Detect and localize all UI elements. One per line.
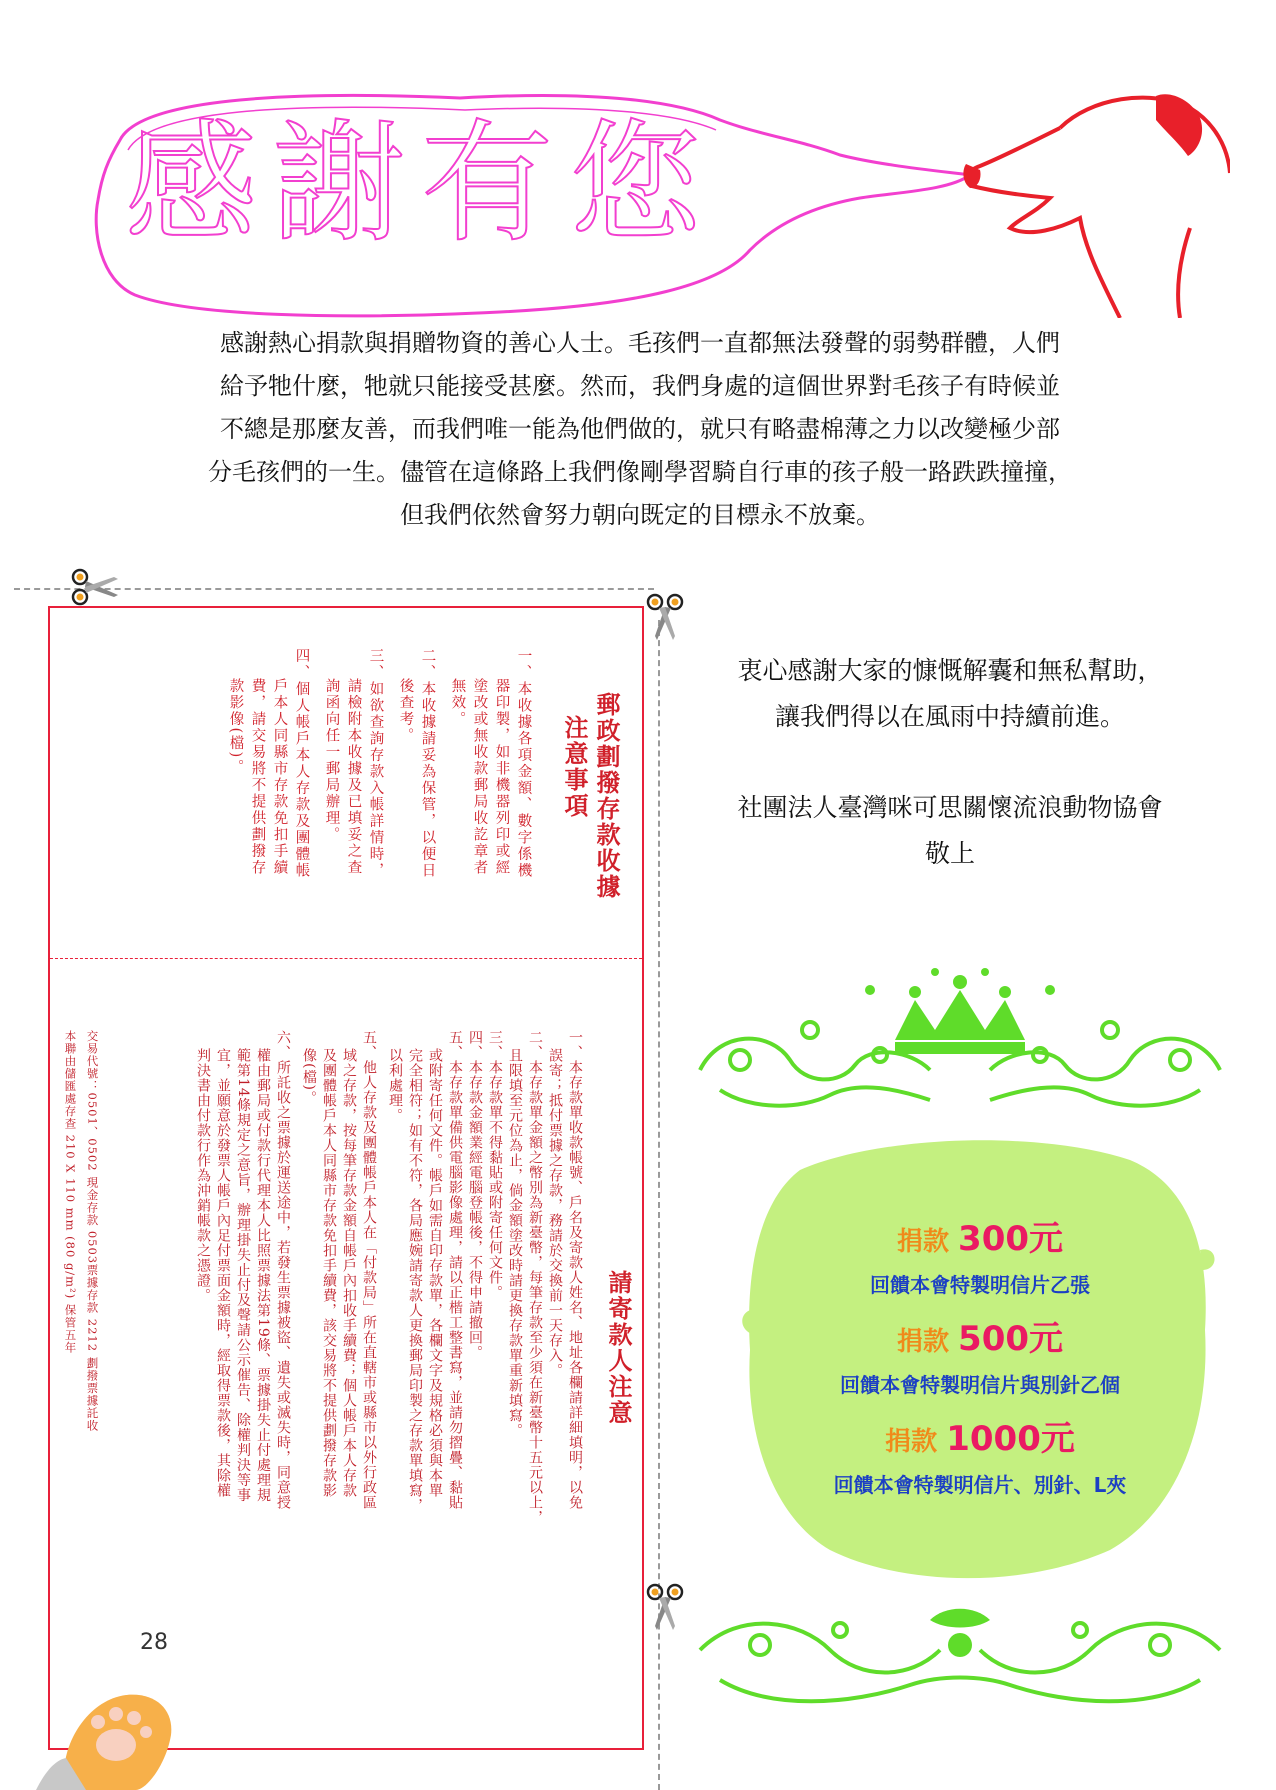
receipt-note: 後查考。 bbox=[397, 678, 414, 744]
receipt-note: 無效。 bbox=[449, 678, 466, 728]
depositor-note: 判決書由付款行作為沖銷帳款之憑證。 bbox=[195, 1048, 211, 1303]
receipt-note: 三、如欲查詢存款入帳詳情時， bbox=[367, 648, 384, 879]
tier-reward: 回饋本會特製明信片、別針、L夾 bbox=[833, 1473, 1127, 1497]
thanks-message bbox=[680, 648, 1220, 740]
depositor-note: 四、本存款金額業經電腦登帳後，不得申請撤回。 bbox=[467, 1030, 483, 1360]
depositor-note: 完全相符；如有不符，各局應婉請寄款人更換郵局印製之存款單填寫， bbox=[407, 1048, 423, 1513]
tier-amount bbox=[760, 1320, 1200, 1361]
scissors-icon bbox=[643, 592, 687, 642]
receipt-subheading: 注意事項 bbox=[560, 715, 588, 819]
depositor-note: 三、本存款單不得黏貼或附寄任何文件。 bbox=[487, 1030, 503, 1300]
tier-value: 300元 bbox=[958, 1219, 1064, 1259]
receipt-note: 二、本收據請妥為保管，以便日 bbox=[419, 648, 436, 879]
tier-label: 捐款 bbox=[896, 1227, 949, 1257]
depositor-note: 像(檔)。 bbox=[301, 1048, 317, 1106]
depositor-note: 五、他人存款及團體帳戶本人在「付款局」所在直轄市或縣市以外行政區 bbox=[361, 1030, 377, 1510]
receipt-note: 四、個人帳戶本人存款及團體帳 bbox=[293, 648, 310, 879]
depositor-note: 且限填至元位為止，倘金額塗改時請更換存款單重新填寫。 bbox=[507, 1048, 523, 1438]
tier-value: 500元 bbox=[958, 1319, 1064, 1359]
closing: 敬上 bbox=[924, 839, 975, 868]
tier-value: 1000元 bbox=[946, 1419, 1075, 1459]
thanks-line: 讓我們得以在風雨中持續前進。 bbox=[774, 702, 1125, 731]
receipt-note: 塗改或無收款郵局收訖章者 bbox=[471, 678, 488, 876]
depositor-note: 及團體帳戶本人同縣市存款免扣手續費，該交易將不提供劃撥存款影 bbox=[321, 1048, 337, 1498]
depositor-note: 誤寄；抵付票據之存款，務請於交換前一天存入。 bbox=[547, 1048, 563, 1378]
depositor-heading: 請寄款人注意 bbox=[604, 1270, 632, 1426]
cat-paw-icon bbox=[26, 1640, 176, 1790]
depositor-note: 域之存款，按每筆存款金額自帳戶內扣收手續費；個人帳戶本人存款 bbox=[341, 1048, 357, 1498]
donation-tiers bbox=[760, 1220, 1200, 1520]
form-footer-codes: 交易代號：0501、0502 現金存款 0503票據存款 2212 劃撥票據託收 bbox=[85, 1030, 100, 1432]
floral-ornament-icon bbox=[680, 1590, 1240, 1720]
receipt-note: 款影像(檔)。 bbox=[227, 678, 244, 776]
intro-line: 但我們依然會努力朝向既定的目標永不放棄。 bbox=[400, 501, 880, 529]
receipt-heading: 郵政劃撥存款收據 bbox=[592, 692, 620, 900]
depositor-note: 範第14條規定之意旨，辦理掛失止付及聲請公示催告、除權判決等事 bbox=[235, 1048, 251, 1503]
organization-signature bbox=[680, 785, 1220, 877]
receipt-note: 請檢附本收據及已填妥之查 bbox=[345, 678, 362, 876]
page-number: 28 bbox=[140, 1630, 168, 1655]
depositor-note: 以利處理。 bbox=[387, 1048, 403, 1123]
tier-amount bbox=[760, 1220, 1200, 1261]
depositor-note: 二、本存款單金額之幣別為新臺幣，每筆存款至少須在新臺幣十五元以上， bbox=[527, 1030, 543, 1525]
intro-line: 分毛孩們的一生。儘管在這條路上我們像剛學習騎自行車的孩子般一路跌跌撞撞， bbox=[208, 458, 1072, 486]
tier-amount bbox=[760, 1420, 1200, 1461]
form-footer-spec: 本聯由儲匯處存查 210 X 110 mm (80 g/m²) 保管五年 bbox=[63, 1030, 78, 1354]
receipt-note: 器印製，如非機器列印或經 bbox=[493, 678, 510, 876]
depositor-note: 宜，並願意於發票人帳戶內足付票面金額時，經取得票款後，其除權 bbox=[215, 1048, 231, 1498]
tier-label: 捐款 bbox=[885, 1427, 938, 1457]
depositor-note: 五、本存款單備供電腦影像處理，請以正楷工整書寫，並請勿摺疊、黏貼 bbox=[447, 1030, 463, 1510]
intro-line: 給予牠什麼，牠就只能接受甚麼。然而，我們身處的這個世界對毛孩子有時候並 bbox=[220, 372, 1060, 400]
scissors-icon bbox=[70, 565, 120, 609]
intro-line: 感謝熱心捐款與捐贈物資的善心人士。毛孩們一直都無法發聲的弱勢群體，人們 bbox=[220, 329, 1060, 357]
depositor-note: 權由郵局或付款行代理本人比照票據法第19條、票據掛失止付處理規 bbox=[255, 1048, 271, 1503]
crown-ornament-icon bbox=[680, 960, 1240, 1130]
depositor-note: 六、所託收之票據於運送途中，若發生票據被盜、遺失或滅失時，同意授 bbox=[275, 1030, 291, 1510]
depositor-note: 一、本存款單收款帳號、戶名及寄款人姓名、地址各欄請詳細填明，以免 bbox=[567, 1030, 583, 1510]
tier-label: 捐款 bbox=[896, 1327, 949, 1357]
intro-paragraph bbox=[120, 322, 1160, 537]
form-divider bbox=[50, 958, 642, 959]
dog-head-icon bbox=[960, 78, 1230, 318]
tier-reward: 回饋本會特製明信片乙張 bbox=[870, 1273, 1090, 1297]
organization-name: 社團法人臺灣咪可思關懷流浪動物協會 bbox=[737, 793, 1163, 822]
intro-line: 不總是那麼友善，而我們唯一能為他們做的，就只有略盡棉薄之力以改變極少部 bbox=[220, 415, 1060, 443]
page-title: 感謝有您 bbox=[125, 107, 717, 261]
receipt-note: 費，請交易將不提供劃撥存 bbox=[249, 678, 266, 876]
receipt-note: 詢函向任一郵局辦理。 bbox=[323, 678, 340, 843]
receipt-note: 一、本收據各項金額、數字係機 bbox=[515, 648, 532, 879]
depositor-note: 或附寄任何文件。帳戶如需自印存款單，各欄文字及規格必須與本單 bbox=[427, 1048, 443, 1498]
receipt-note: 戶本人同縣市存款免扣手續 bbox=[271, 678, 288, 876]
tier-reward: 回饋本會特製明信片與別針乙個 bbox=[840, 1373, 1120, 1397]
thanks-line: 衷心感謝大家的慷慨解囊和無私幫助， bbox=[737, 656, 1163, 685]
